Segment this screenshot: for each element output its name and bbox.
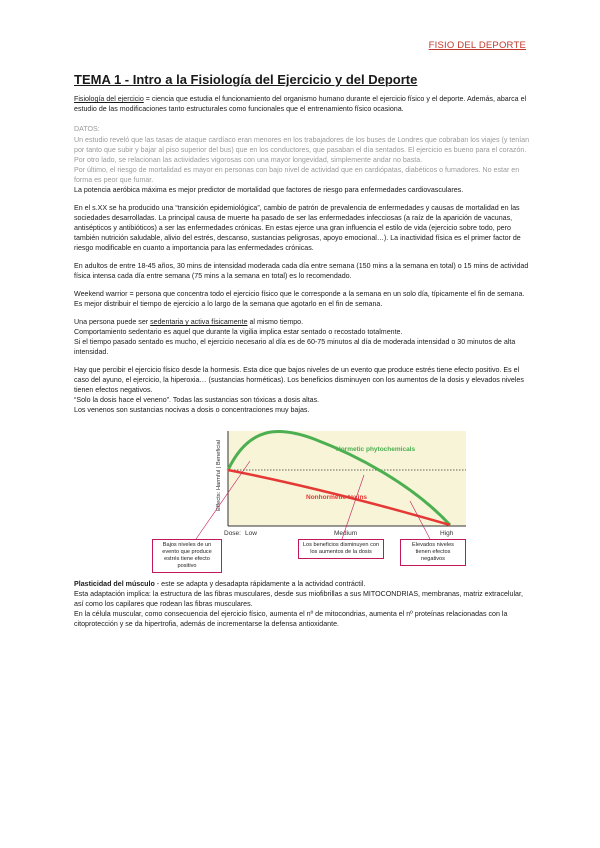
datos-title: DATOS: xyxy=(74,125,100,133)
plasticity-text: - este se adapta y desadapta rápidamente a la actividad contráctil. xyxy=(154,580,366,588)
sedentary-pre: Una persona puede ser xyxy=(74,318,151,326)
paragraph-recommendation: En adultos de entre 18-45 años, 30 mins de intensidad moderada cada día entre semana (150 mins a la semana en total) o 15 mins de actividad física intensa cada día entre semana (75 mins a la semana en total) es lo recomendado. xyxy=(74,262,529,280)
chart-xlabel: Dose: xyxy=(224,530,241,537)
plasticity-term: Plasticidad del músculo xyxy=(74,580,155,588)
paragraph-epidemiology: En el s.XX se ha producido una “transición epidemiológica”, cambio de patrón de prevalencia de enfermedades y causas de mortalidad en las sociedades desarrolladas. La principal causa de muerte ha pasado de ser las enfermedades infecciosas (a raíz de la aparición de vacunas, antisépticos y antibióticos) a ser las enfermedades crónicas. En estas ejerce una gran influencia el estilo de vida (ejercicio sobre todo, pero también nutrición saludable, alivio del estrés, descanso, sustancias peligrosas, apoyo emocional…). La inactividad física es el primer factor de riesgo modificable en cuanto a importancia para las enfermedades crónicas. xyxy=(74,204,521,252)
page-title xyxy=(74,72,530,90)
callout-decreasing-benefit: Los beneficios disminuyen con los aumentos de la dosis xyxy=(298,539,384,559)
datos-line-1: Un estudio reveló que las tasas de ataque cardíaco eran menores en los trabajadores de los buses de Londres que cobraban los viajes (y tenían por tanto que subir y bajar al piso superior del bus) que en los conductores, que pasaban el día sentados. El ejercicio es bueno para el corazón. xyxy=(74,136,530,154)
paragraph-weekend-warrior: Weekend warrior = persona que concentra todo el ejercicio físico que le corresponde a la semana en un solo día, típicamente el fin de semana. xyxy=(74,290,525,298)
legend-nonhormetic: Nonhormetic toxins xyxy=(306,494,368,501)
paragraph-distribution: Es mejor distribuir el tiempo de ejercicio a lo largo de la semana que agotarlo en el fin de semana. xyxy=(74,300,383,308)
paragraph-sedentary xyxy=(74,317,530,327)
x-tick-medium: Medium xyxy=(334,530,358,537)
legend-hormetic: Hormetic phytochemicals xyxy=(336,446,416,453)
paragraph-sedentary-time: Si el tiempo pasado sentado es mucho, el ejercicio necesario al día es de 60-75 minutos al día de moderada intensidad o 30 minutos de alta intensidad. xyxy=(74,338,516,356)
paragraph-adaptation: Esta adaptación implica: la estructura de las fibras musculares, desde sus miofibrillas a sus MITOCONDRIAS, membranas, matriz extracelular, así como los capilares que rodean las fibras musculares. xyxy=(74,590,523,608)
document-body xyxy=(74,72,530,629)
intro-paragraph xyxy=(74,94,530,114)
chart-ylabel: Effects: Harmful | Beneficial xyxy=(216,440,222,511)
datos-line-3: Por último, el riesgo de mortalidad es mayor en personas con bajo nivel de actividad que en cardiópatas, diabéticos o fumadores. No estar en forma es peor que fumar. xyxy=(74,166,520,184)
x-tick-low: Low xyxy=(245,530,257,537)
datos-line-2: Por otro lado, se relacionan las actividades vigorosas con una mayor longevidad, simplemente andar no basta. xyxy=(74,156,423,164)
paragraph-sedentary-def: Comportamiento sedentario es aquel que durante la vigilia implica estar sentado o recostado totalmente. xyxy=(74,328,403,336)
paragraph-poisons: Los venenos son sustancias nocivas a dosis o concentraciones muy bajas. xyxy=(74,406,310,414)
sedentary-term: sedentaria y activa físicamente xyxy=(150,318,248,326)
title-text: TEMA 1 - Intro a la Fisiología del Ejercicio y del Deporte xyxy=(74,72,418,87)
sedentary-post: al mismo tiempo. xyxy=(247,318,304,326)
course-header: FISIO DEL DEPORTE xyxy=(428,40,526,51)
callout-high-dose: Elevados niveles tienen efectos negativos xyxy=(400,539,466,566)
x-tick-high: High xyxy=(440,530,454,537)
callout-low-dose: Bajos niveles de un evento que produce estrés tiene efecto positivo xyxy=(152,539,222,573)
intro-term: Fisiología del ejercicio xyxy=(74,95,144,103)
paragraph-dose: “Solo la dosis hace el veneno”. Todas las sustancias son tóxicas a dosis altas. xyxy=(74,396,320,404)
hormesis-chart xyxy=(74,421,530,571)
paragraph-hormesis: Hay que percibir el ejercicio físico desde la hormesis. Esta dice que bajos niveles de un evento que produce estrés tiene efecto positivo. Es el caso del ayuno, el ejercicio, la hiperoxia… (sustancias horméticas). Los beneficios disminuyen con los aumentos de la dosis y elevados niveles tienen efectos negativos. xyxy=(74,366,524,394)
datos-conclusion: La potencia aeróbica máxima es mejor predictor de mortalidad que factores de riesgo para enfermedades cardiovasculares. xyxy=(74,186,464,194)
paragraph-plasticity xyxy=(74,579,530,589)
paragraph-muscle-cell: En la célula muscular, como consecuencia del ejercicio físico, aumenta el nº de mitocondrias, aumenta el nº proteínas relacionadas con la citoprotección y se da hipertrofia, además de incrementarse la defensa antioxidante. xyxy=(74,610,508,628)
intro-text: = ciencia que estudia el funcionamiento del organismo humano durante el ejercicio físico y el deporte. Además, abarca el estudio de las modificaciones tanto estructurales como funcionales que el entrenamiento físico ocasiona. xyxy=(74,95,527,113)
